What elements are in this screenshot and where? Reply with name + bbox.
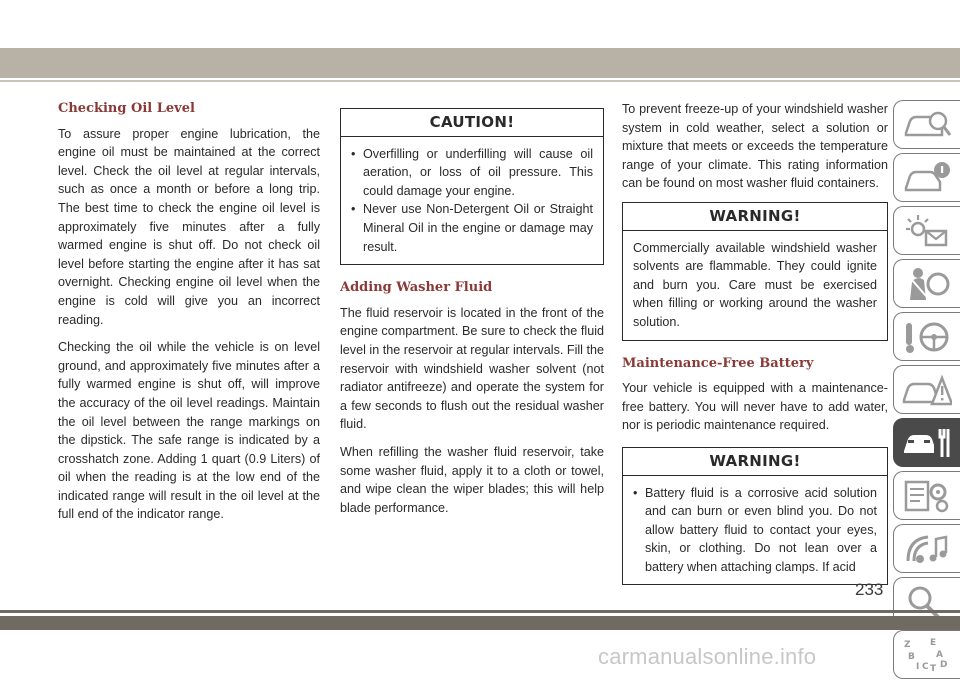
media-icon xyxy=(902,531,952,567)
column-2 xyxy=(340,108,604,526)
top-divider xyxy=(0,80,960,82)
column-3 xyxy=(622,100,888,599)
warning-title: WARNING! xyxy=(623,203,887,231)
svg-text:T: T xyxy=(930,664,937,673)
warning-battery-list xyxy=(633,484,877,577)
specs-gear-icon xyxy=(902,478,952,514)
watermark: carmanualsonline.info xyxy=(598,644,817,669)
warning-battery-item: • Battery fluid is a corrosive acid solution and can burn or even blind you. Do not allow battery fluid to contact your eyes, skin, or clothing. Do not lean over a battery when attaching clamps. If acid xyxy=(633,484,877,577)
tab-getting-to-know-vehicle[interactable] xyxy=(893,100,960,149)
svg-text:E: E xyxy=(930,638,937,648)
alphabet-index-icon xyxy=(902,637,952,673)
tab-in-case-of-emergency[interactable] xyxy=(893,365,960,414)
warning-solvent-text: Commercially available windshield washer solvents are flammable. They could ignite and burn you. Care must be exercised when filling or working around the washer solution. xyxy=(633,240,877,329)
tab-servicing-maintenance[interactable] xyxy=(893,418,960,467)
svg-text:Z: Z xyxy=(904,640,911,650)
car-info-icon xyxy=(902,160,952,196)
tab-instrument-cluster[interactable] xyxy=(893,153,960,202)
svg-text:I: I xyxy=(916,662,920,672)
warning-box-battery xyxy=(622,447,888,586)
tab-multimedia[interactable] xyxy=(893,524,960,573)
oil-paragraph-2: Checking the oil while the vehicle is on level ground, and approximately five minutes after a fully warmed engine is shut off, will improve the accuracy of the oil level readings. Maintain the oil level between the range markings on the dipstick. The safe range is indicated by a crosshatch zone. Adding 1 quart (0.9 Liters) of oil when the reading is at the low end of the indicated range will result in the oil level at the full end of the indicator range. xyxy=(58,340,320,522)
warning-lights-icon xyxy=(902,213,952,249)
warning-title: WARNING! xyxy=(623,448,887,476)
tab-technical-specifications[interactable] xyxy=(893,471,960,520)
column-1 xyxy=(58,100,320,533)
svg-text:C: C xyxy=(922,662,929,672)
washer-freeze-paragraph: To prevent freeze-up of your windshield washer system in cold weather, select a solution or mixture that meets or exceeds the temperature range of your climate. This rating information can be found on most washer fluid containers. xyxy=(622,102,888,191)
heading-maintenance-free-battery: Maintenance-Free Battery xyxy=(622,355,814,371)
heading-checking-oil-level: Checking Oil Level xyxy=(58,101,195,116)
battery-paragraph: Your vehicle is equipped with a maintenance-free battery. You will never have to add water, nor is periodic maintenance required. xyxy=(622,381,888,433)
caution-item: • Overfilling or underfilling will cause oil aeration, or loss of oil pressure. This could damage your engine. xyxy=(351,145,593,201)
svg-text:D: D xyxy=(940,660,948,670)
top-banner xyxy=(0,48,960,78)
car-search-icon xyxy=(902,107,952,143)
seatbelt-airbag-icon xyxy=(902,266,952,302)
tab-starting-operating[interactable] xyxy=(893,312,960,361)
page-number: 233 xyxy=(855,580,884,599)
svg-text:B: B xyxy=(908,652,915,662)
car-hazard-icon xyxy=(902,372,952,408)
caution-list xyxy=(351,145,593,257)
car-wrench-icon xyxy=(902,425,952,461)
steering-wheel-icon xyxy=(902,319,952,355)
tab-warning-lights[interactable] xyxy=(893,206,960,255)
bottom-banner xyxy=(0,616,960,630)
tab-index[interactable] xyxy=(893,630,960,679)
svg-text:A: A xyxy=(936,650,943,660)
washer-paragraph-2: When refilling the washer fluid reservoir, take some washer fluid, apply it to a cloth or towel, and wipe clean the wiper blades; this will help blade performance. xyxy=(340,444,604,515)
search-index-icon xyxy=(902,584,952,620)
caution-box xyxy=(340,108,604,265)
washer-paragraph-1: The fluid reservoir is located in the front of the engine compartment. Be sure to check the fluid level in the reservoir at regular intervals. Fill the reservoir with windshield washer solvent (not radiator antifreeze) and operate the system for a few seconds to flush out the residual washer fluid. xyxy=(340,305,604,432)
tab-safety[interactable] xyxy=(893,259,960,308)
heading-adding-washer-fluid: Adding Washer Fluid xyxy=(340,280,493,296)
chapter-tabs xyxy=(893,100,960,683)
caution-item: • Never use Non-Detergent Oil or Straight Mineral Oil in the engine or damage may result. xyxy=(351,200,593,256)
bottom-divider xyxy=(0,610,960,613)
caution-title: CAUTION! xyxy=(341,109,603,137)
oil-paragraph-1: To assure proper engine lubrication, the engine oil must be maintained at the correct level. Check the oil level at regular intervals, such as once a month or before a long trip. The best time to check the engine oil level is approximately five minutes after a fully warmed engine is shut off. Do not check oil level before starting the engine after it has sat overnight. Checking engine oil level when the engine is cold will give you an incorrect reading. xyxy=(58,126,320,327)
warning-box-solvent xyxy=(622,202,888,341)
